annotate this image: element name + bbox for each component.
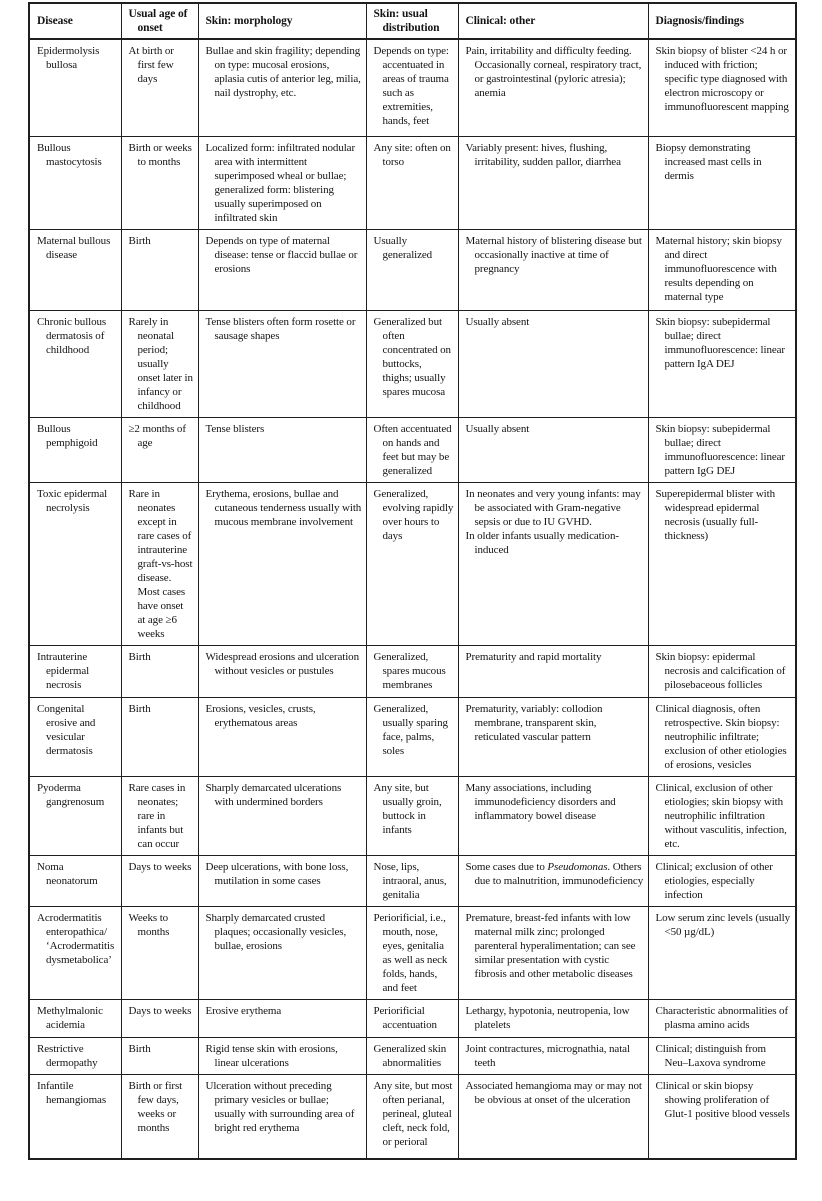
cell-morphology: Localized form: infiltrated nodular area with intermittent superimposed wheal or bullae; generalized form: blistering usually superimposed on infiltrated skin	[198, 136, 366, 229]
table-row	[29, 229, 796, 310]
col-header-clinical: Clinical: other	[458, 3, 648, 39]
cell-diagnosis: Characteristic abnormalities of plasma amino acids	[648, 999, 796, 1037]
cell-diagnosis: Skin biopsy of blister <24 h or induced with friction; specific type diagnosed with electron microscopy or immunofluorescent mapping	[648, 39, 796, 136]
cell-diagnosis: Biopsy demonstrating increased mast cells in dermis	[648, 136, 796, 229]
cell-distribution: Depends on type: accentuated in areas of trauma such as extremities, hands, feet	[366, 39, 458, 136]
cell-diagnosis: Superepidermal blister with widespread epidermal necrosis (usually full-thickness)	[648, 482, 796, 645]
cell-diagnosis: Clinical; exclusion of other etiologies, especially infection	[648, 855, 796, 906]
cell-onset: Birth or first few days, weeks or months	[121, 1074, 198, 1159]
cell-morphology: Ulceration without preceding primary vesicles or bullae; usually with surrounding area of bright red erythema	[198, 1074, 366, 1159]
table-row	[29, 855, 796, 906]
cell-disease: Methylmalonic acidemia	[29, 999, 121, 1037]
cell-diagnosis: Skin biopsy: subepidermal bullae; direct immunofluorescence: linear pattern IgG DEJ	[648, 417, 796, 482]
cell-clinical: Maternal history of blistering disease but occasionally inactive at time of pregnancy	[458, 229, 648, 310]
cell-morphology: Erosive erythema	[198, 999, 366, 1037]
cell-distribution: Generalized, evolving rapidly over hours to days	[366, 482, 458, 645]
cell-morphology: Tense blisters often form rosette or sausage shapes	[198, 310, 366, 417]
cell-diagnosis: Clinical, exclusion of other etiologies; skin biopsy with neutrophilic infiltration without vasculitis, infection, etc.	[648, 776, 796, 855]
cell-distribution: Often accentuated on hands and feet but may be generalized	[366, 417, 458, 482]
cell-distribution: Usually generalized	[366, 229, 458, 310]
table-row	[29, 697, 796, 776]
cell-disease: Bullous mastocytosis	[29, 136, 121, 229]
cell-morphology: Erosions, vesicles, crusts, erythematous areas	[198, 697, 366, 776]
cell-morphology: Erythema, erosions, bullae and cutaneous tenderness usually with mucous membrane involvement	[198, 482, 366, 645]
cell-disease: Toxic epidermal necrolysis	[29, 482, 121, 645]
cell-clinical: Premature, breast-fed infants with low maternal milk zinc; prolonged parenteral hyperalimentation; can see similar presentation with cystic fibrosis and other metabolic diseases	[458, 906, 648, 999]
cell-onset: ≥2 months of age	[121, 417, 198, 482]
diseases-table	[28, 2, 797, 1160]
cell-disease: Pyoderma gangrenosum	[29, 776, 121, 855]
cell-clinical: Associated hemangioma may or may not be obvious at onset of the ulceration	[458, 1074, 648, 1159]
cell-onset: Rarely in neonatal period; usually onset later in infancy or childhood	[121, 310, 198, 417]
cell-onset: Days to weeks	[121, 855, 198, 906]
table-row	[29, 999, 796, 1037]
cell-disease: Infantile hemangiomas	[29, 1074, 121, 1159]
cell-clinical: Usually absent	[458, 310, 648, 417]
cell-distribution: Periorificial, i.e., mouth, nose, eyes, genitalia as well as neck folds, hands, and feet	[366, 906, 458, 999]
table-row	[29, 776, 796, 855]
cell-clinical: Some cases due to Pseudomonas. Others due to malnutrition, immunodeficiency	[458, 855, 648, 906]
cell-morphology: Sharply demarcated ulcerations with undermined borders	[198, 776, 366, 855]
cell-onset: Birth or weeks to months	[121, 136, 198, 229]
cell-clinical: In neonates and very young infants: may be associated with Gram-negative sepsis or due to IU GVHD. In older infants usually medication-induced	[458, 482, 648, 645]
cell-distribution: Generalized, usually sparing face, palms, soles	[366, 697, 458, 776]
cell-disease: Epidermolysis bullosa	[29, 39, 121, 136]
cell-morphology: Rigid tense skin with erosions, linear ulcerations	[198, 1037, 366, 1074]
cell-clinical: Prematurity and rapid mortality	[458, 645, 648, 697]
cell-distribution: Any site, but usually groin, buttock in infants	[366, 776, 458, 855]
table-row	[29, 906, 796, 999]
table-header-row	[29, 3, 796, 39]
cell-disease: Bullous pemphigoid	[29, 417, 121, 482]
cell-disease: Intrauterine epidermal necrosis	[29, 645, 121, 697]
table-row	[29, 136, 796, 229]
cell-disease: Maternal bullous disease	[29, 229, 121, 310]
cell-morphology: Widespread erosions and ulceration without vesicles or pustules	[198, 645, 366, 697]
cell-clinical: Joint contractures, micrognathia, natal teeth	[458, 1037, 648, 1074]
cell-disease: Chronic bullous dermatosis of childhood	[29, 310, 121, 417]
cell-onset: Birth	[121, 229, 198, 310]
cell-morphology: Sharply demarcated crusted plaques; occasionally vesicles, bullae, erosions	[198, 906, 366, 999]
cell-morphology: Bullae and skin fragility; depending on type: mucosal erosions, aplasia cutis of anterior leg, milia, nail dystrophy, etc.	[198, 39, 366, 136]
cell-distribution: Any site, but most often perianal, perineal, gluteal cleft, neck fold, or perioral	[366, 1074, 458, 1159]
cell-onset: At birth or first few days	[121, 39, 198, 136]
cell-onset: Rare cases in neonates; rare in infants but can occur	[121, 776, 198, 855]
cell-diagnosis: Skin biopsy: epidermal necrosis and calcification of pilosebaceous follicles	[648, 645, 796, 697]
col-header-onset: Usual age of onset	[121, 3, 198, 39]
table-row	[29, 1037, 796, 1074]
cell-distribution: Generalized skin abnormalities	[366, 1037, 458, 1074]
table-row	[29, 1074, 796, 1159]
col-header-distribution: Skin: usual distribution	[366, 3, 458, 39]
cell-disease: Noma neonatorum	[29, 855, 121, 906]
col-header-disease: Disease	[29, 3, 121, 39]
table-row	[29, 645, 796, 697]
cell-morphology: Tense blisters	[198, 417, 366, 482]
table-row	[29, 482, 796, 645]
cell-onset: Days to weeks	[121, 999, 198, 1037]
cell-diagnosis: Clinical; distinguish from Neu–Laxova syndrome	[648, 1037, 796, 1074]
cell-clinical: Prematurity, variably: collodion membrane, transparent skin, reticulated vascular pattern	[458, 697, 648, 776]
cell-diagnosis: Low serum zinc levels (usually <50 µg/dL)	[648, 906, 796, 999]
cell-onset: Birth	[121, 1037, 198, 1074]
col-header-diagnosis: Diagnosis/findings	[648, 3, 796, 39]
col-header-morphology: Skin: morphology	[198, 3, 366, 39]
cell-distribution: Any site: often on torso	[366, 136, 458, 229]
table-row	[29, 310, 796, 417]
cell-disease: Restrictive dermopathy	[29, 1037, 121, 1074]
cell-onset: Birth	[121, 645, 198, 697]
cell-disease: Acrodermatitis enteropathica/ ‘Acrodermatitis dysmetabolica’	[29, 906, 121, 999]
cell-morphology: Depends on type of maternal disease: tense or flaccid bullae or erosions	[198, 229, 366, 310]
cell-morphology: Deep ulcerations, with bone loss, mutilation in some cases	[198, 855, 366, 906]
cell-distribution: Generalized but often concentrated on buttocks, thighs; usually spares mucosa	[366, 310, 458, 417]
cell-diagnosis: Clinical or skin biopsy showing proliferation of Glut-1 positive blood vessels	[648, 1074, 796, 1159]
cell-onset: Rare in neonates except in rare cases of intrauterine graft-vs-host disease. Most cases have onset at age ≥6 weeks	[121, 482, 198, 645]
cell-distribution: Nose, lips, intraoral, anus, genitalia	[366, 855, 458, 906]
cell-diagnosis: Clinical diagnosis, often retrospective. Skin biopsy: neutrophilic infiltrate; exclusion of other etiologies of erosions, vesicles	[648, 697, 796, 776]
cell-distribution: Generalized, spares mucous membranes	[366, 645, 458, 697]
cell-clinical: Many associations, including immunodeficiency disorders and inflammatory bowel disease	[458, 776, 648, 855]
cell-onset: Birth	[121, 697, 198, 776]
cell-onset: Weeks to months	[121, 906, 198, 999]
cell-disease: Congenital erosive and vesicular dermatosis	[29, 697, 121, 776]
table-row	[29, 39, 796, 136]
cell-distribution: Periorificial accentuation	[366, 999, 458, 1037]
cell-diagnosis: Maternal history; skin biopsy and direct immunofluorescence with results depending on maternal type	[648, 229, 796, 310]
cell-clinical: Pain, irritability and difficulty feeding. Occasionally corneal, respiratory tract, or gastrointestinal (pyloric atresia); anemia	[458, 39, 648, 136]
cell-diagnosis: Skin biopsy: subepidermal bullae; direct immunofluorescence: linear pattern IgA DEJ	[648, 310, 796, 417]
table-row	[29, 417, 796, 482]
cell-clinical: Usually absent	[458, 417, 648, 482]
cell-clinical: Variably present: hives, flushing, irritability, sudden pallor, diarrhea	[458, 136, 648, 229]
cell-clinical: Lethargy, hypotonia, neutropenia, low platelets	[458, 999, 648, 1037]
